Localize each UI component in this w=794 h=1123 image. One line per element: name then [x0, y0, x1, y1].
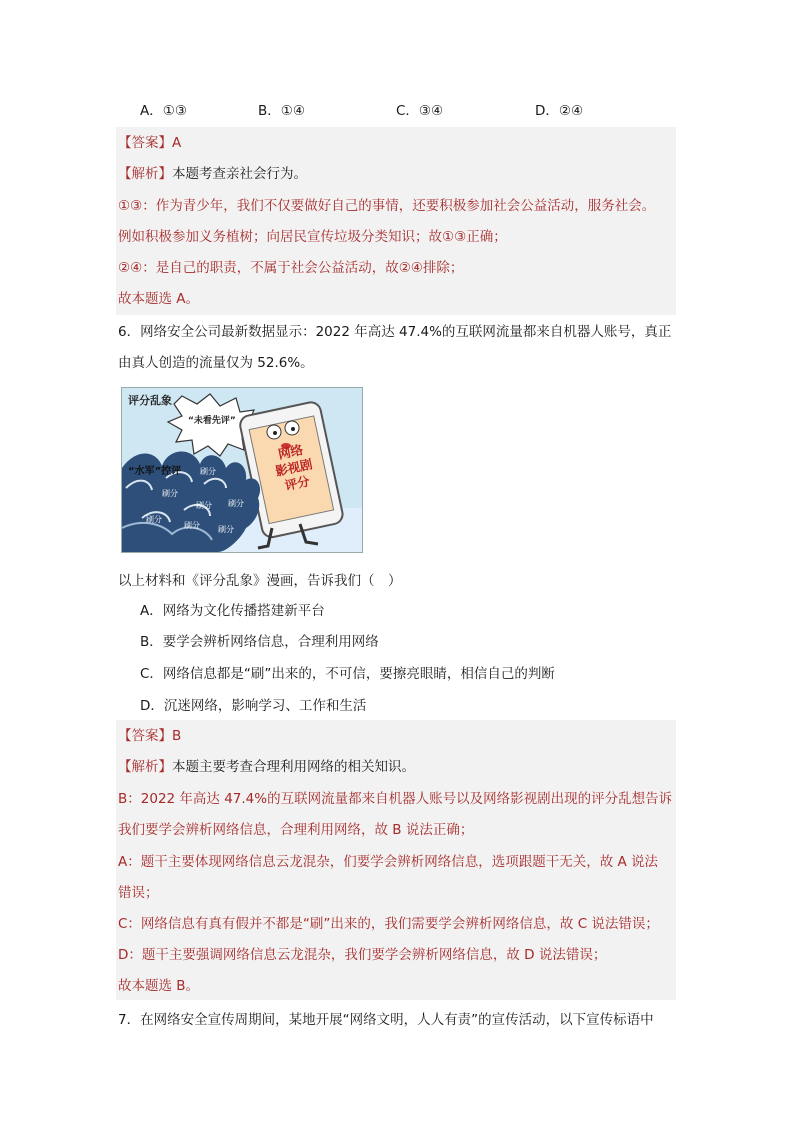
q6-stem-line1: 6．网络安全公司最新数据显示：2022 年高达 47.4%的互联网流量都来自机器人账号，真正: [118, 324, 672, 340]
cartoon-title: 评分乱象: [128, 394, 172, 407]
q5-analysis-line3: ②④：是自己的职责，不属于社会公益活动，故②④排除；: [118, 260, 464, 276]
q6-analysis-line: C：网络信息有真有假并不都是“刷”出来的，我们需要学会辨析网络信息，故 C 说法错误；: [118, 916, 659, 932]
wave-tag: 刷分: [228, 499, 244, 508]
q6-option-b: B．要学会辨析网络信息，合理利用网络: [140, 634, 379, 650]
cartoon-screen-line: 影视剧: [273, 456, 314, 479]
q7-stem-line1: 7．在网络安全宣传周期间，某地开展“网络文明，人人有责”的宣传活动，以下宣传标语中: [118, 1012, 654, 1028]
q5-option-c: C．③④: [396, 103, 444, 119]
q5-analysis-heading: [118, 164, 307, 184]
q6-analysis-line: 错误；: [118, 885, 159, 901]
q5-option-a: A．①③: [140, 103, 187, 119]
wave-tag: 刷分: [146, 515, 162, 524]
cartoon-screen-line: 评分: [283, 473, 312, 494]
wave-tag: 刷分: [196, 501, 212, 510]
q5-analysis-line2: 例如积极参加义务植树；向居民宣传垃圾分类知识；故①③正确；: [118, 229, 507, 245]
cartoon-bubble-text: “未看先评”: [188, 416, 236, 426]
analysis-text: 本题主要考查合理利用网络的相关知识。: [172, 759, 415, 775]
wave-tag: 刷分: [200, 467, 216, 476]
cartoon-screen-line: 网络: [276, 441, 305, 462]
cartoon-image: [121, 387, 363, 553]
q6-option-d: D．沉迷网络，影响学习、工作和生活: [140, 698, 367, 714]
q6-analysis-line: A：题干主要体现网络信息云龙混杂，们要学会辨析网络信息，选项跟题干无关，故 A 说法: [118, 854, 659, 870]
q5-answer-block: [116, 127, 676, 315]
q6-analysis-line: B：2022 年高达 47.4%的互联网流量都来自机器人账号以及网络影视剧出现的评分乱想告诉: [118, 791, 673, 807]
q6-analysis-line: 我们要学会辨析网络信息，合理利用网络，故 B 说法正确；: [118, 822, 474, 838]
q6-analysis-line: 故本题选 B。: [118, 978, 200, 994]
q5-answer: 【答案】A: [118, 135, 182, 151]
cartoon-wave-label: “水军”控评: [128, 466, 182, 477]
q5-option-b: B．①④: [258, 103, 305, 119]
analysis-text: 本题考查亲社会行为。: [172, 166, 307, 182]
wave-tag: 刷分: [162, 489, 178, 498]
wave-tag: 刷分: [218, 525, 234, 534]
q6-analysis-heading: [118, 757, 415, 777]
wave-tag: 刷分: [184, 521, 200, 530]
q6-option-a: A．网络为文化传播搭建新平台: [140, 603, 325, 619]
q6-answer: 【答案】B: [118, 728, 182, 744]
q6-option-c: C．网络信息都是“刷”出来的，不可信，要擦亮眼睛，相信自己的判断: [140, 666, 555, 682]
q6-stem-line2: 由真人创造的流量仅为 52.6%。: [118, 355, 314, 371]
q5-analysis-line4: 故本题选 A。: [118, 291, 200, 307]
q6-analysis-line: D：题干主要强调网络信息云龙混杂，我们要学会辨析网络信息，故 D 说法错误；: [118, 947, 607, 963]
q6-prompt: 以上材料和《评分乱象》漫画，告诉我们（ ）: [118, 573, 402, 589]
q5-analysis-line1: ①③：作为青少年，我们不仅要做好自己的事情，还要积极参加社会公益活动，服务社会。: [118, 198, 656, 214]
q5-option-d: D．②④: [535, 103, 584, 119]
analysis-label: 【解析】: [118, 759, 172, 775]
analysis-label: 【解析】: [118, 166, 172, 182]
